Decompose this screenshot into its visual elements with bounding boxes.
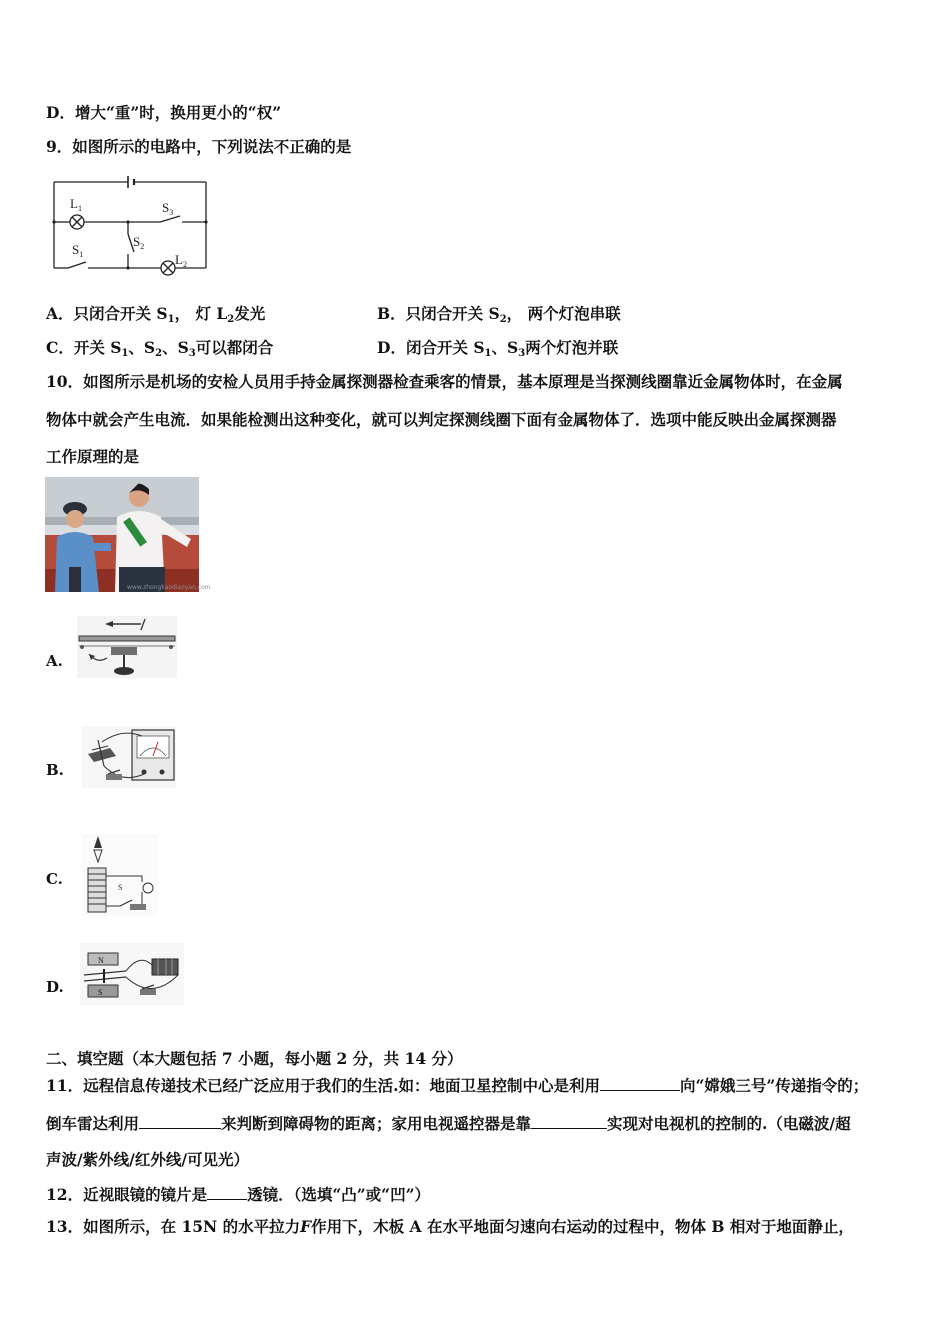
- s2-sub: 2: [140, 242, 145, 251]
- svg-text:L2: [175, 252, 187, 269]
- q11-line-3: 声波/紫外线/红外线/可见光）: [46, 1150, 249, 1169]
- q10-line-2: 物体中就会产生电流．如果能检测出这种变化，就可以判定探测线圈下面有金属物体了．选项中能反映出金属探测器: [46, 410, 837, 429]
- q9-option-a: A．只闭合开关 $S_1$， 灯 $L_2$发光: [46, 304, 266, 325]
- l2-sub: 2: [182, 260, 187, 269]
- q10-option-c-label: C.: [46, 870, 63, 888]
- q10-option-a-figure: [77, 616, 177, 678]
- q11-blank-3[interactable]: [531, 1112, 607, 1129]
- svg-text:S3: [162, 200, 173, 217]
- q10-option-a-label: A.: [46, 652, 63, 670]
- q11-blank-1[interactable]: [600, 1074, 680, 1091]
- q9-option-b: B．只闭合开关 $S_2$， 两个灯泡串联: [377, 304, 621, 325]
- q10-option-d-figure: [80, 943, 184, 1005]
- q10-line-1: 10．如图所示是机场的安检人员用手持金属探测器检查乘客的情景，基本原理是当探测线圈靠近金属物体时，在金属: [46, 372, 843, 391]
- q10-option-d-label: D.: [46, 978, 64, 996]
- q9-option-d: D．闭合开关 $S_1$、$S_3$两个灯泡并联: [377, 338, 619, 359]
- q10-option-b-figure: [82, 726, 176, 788]
- security-check-photo: [45, 477, 211, 592]
- section-2-title: 二、填空题（本大题包括 7 小题，每小题 2 分，共 14 分）: [46, 1049, 463, 1068]
- q11-line-2: 倒车雷达利用 来判断到障碍物的距离；家用电视遥控器是靠 实现对电视机的控制的.（电磁波/超: [46, 1114, 851, 1133]
- q12-blank[interactable]: [207, 1183, 247, 1200]
- s3-sub: 3: [169, 208, 174, 217]
- l1-label: L: [70, 196, 78, 211]
- q13-line: 13．如图所示，在 15N 的水平拉力F作用下，木板 A 在水平地面匀速向右运动的过程中，物体 B 相对于地面静止，: [46, 1217, 854, 1236]
- q10-line-3: 工作原理的是: [46, 447, 140, 466]
- l2-label: L: [175, 252, 183, 267]
- photo-watermark: www.zhongkaodiaoyan.com: [127, 584, 211, 591]
- svg-text:S1: [72, 242, 83, 259]
- s3-label: S: [162, 200, 170, 215]
- q9-circuit-diagram: [48, 172, 212, 276]
- fig-c-s-label: S: [118, 883, 123, 892]
- fig-d-s-label: S: [98, 988, 103, 997]
- s1-label: S: [72, 242, 80, 257]
- q8-option-d: D．增大“重”时，换用更小的“权”: [46, 103, 282, 122]
- q11-line-1: 11．远程信息传递技术已经广泛应用于我们的生活.如：地面卫星控制中心是利用 向“嫦娥三号”传递指令的；: [46, 1076, 869, 1095]
- q10-option-b-label: B.: [46, 761, 64, 779]
- q10-option-c-figure: [82, 834, 158, 916]
- q9-stem: 9．如图所示的电路中，下列说法不正确的是: [46, 137, 352, 156]
- s2-label: S: [133, 234, 141, 249]
- fig-d-n-label: N: [98, 956, 104, 965]
- q9-option-c: C．开关 $S_1$、$S_2$、$S_3$可以都闭合: [46, 338, 274, 359]
- svg-text:S2: [133, 234, 144, 251]
- q11-blank-2[interactable]: [139, 1112, 221, 1129]
- q12-line: 12．近视眼镜的镜片是 透镜．（选填“凸”或“凹”）: [46, 1185, 430, 1204]
- l1-sub: 1: [77, 204, 82, 213]
- svg-text:L1: [70, 196, 82, 213]
- s1-sub: 1: [79, 250, 84, 259]
